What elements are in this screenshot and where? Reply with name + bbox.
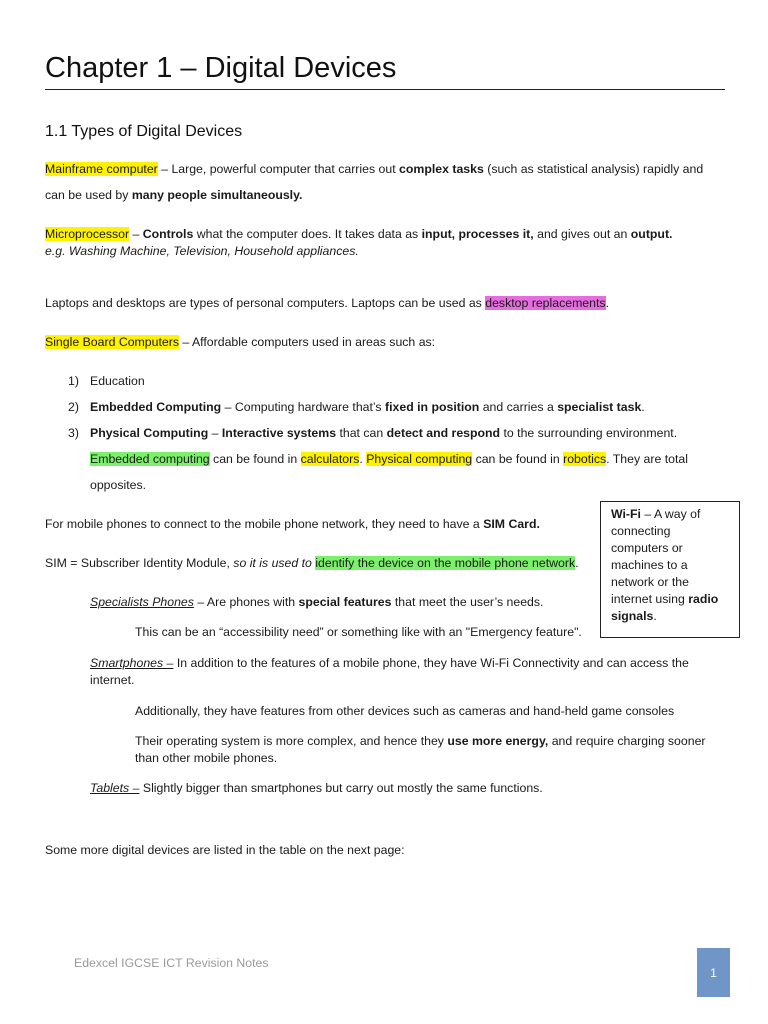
footer-text: Edexcel IGCSE ICT Revision Notes — [74, 956, 269, 970]
title-underline — [45, 89, 725, 90]
microprocessor-example: e.g. Washing Machine, Television, Household appliances. — [45, 244, 359, 258]
list-item-education: Education — [90, 374, 145, 388]
microprocessor-term: Microprocessor — [45, 227, 130, 241]
sbc-line: Single Board Computers – Affordable computers used in areas such as: — [45, 335, 436, 349]
wifi-definition-box: Wi-Fi – A way of connecting computers or machines to a network or the internet using radio signals. — [600, 501, 740, 638]
mobile-line: For mobile phones to connect to the mobile phone network, they need to have a SIM Card. — [45, 517, 540, 531]
smartphones-line-1: Smartphones – In addition to the features of a mobile phone, they have Wi-Fi Connectivity and can access the — [90, 656, 689, 670]
embedded-note-line-2: opposites. — [90, 478, 147, 492]
page-number: 1 — [697, 948, 730, 997]
desktop-replacements-highlight: desktop replacements — [485, 296, 606, 310]
microprocessor-line: Microprocessor – Controls what the computer does. It takes data as input, processes it, and gives out an output. — [45, 227, 673, 241]
list-item-embedded: Embedded Computing – Computing hardware that’s fixed in position and carries a specialist task. — [90, 400, 645, 414]
sbc-term: Single Board Computers — [45, 335, 179, 349]
mainframe-line-2: can be used by many people simultaneously. — [45, 188, 303, 202]
embedded-note-line-1: Embedded computing can be found in calculators. Physical computing can be found in robotics. They are total — [90, 452, 688, 466]
sim-line: SIM = Subscriber Identity Module, so it is used to identify the device on the mobile phone network. — [45, 556, 579, 570]
section-title: 1.1 Types of Digital Devices — [45, 123, 243, 140]
specialist-phones-sub: This can be an “accessibility need” or something like with an "Emergency feature". — [135, 625, 582, 639]
smartphones-sub-1: Additionally, they have features from other devices such as cameras and hand-held game consoles — [135, 704, 675, 718]
sim-highlight: identify the device on the mobile phone network — [315, 556, 576, 570]
specialist-phones-line: Specialists Phones – Are phones with special features that meet the user’s needs. — [90, 595, 544, 609]
tablets-line: Tablets – Slightly bigger than smartphones but carry out mostly the same functions. — [90, 781, 543, 795]
mainframe-line-1: Mainframe computer – Large, powerful computer that carries out complex tasks (such as statistical analysis) rapidly and — [45, 162, 704, 176]
list-number-3: 3) — [68, 426, 79, 440]
smartphones-sub-2-cont: than other mobile phones. — [135, 751, 278, 765]
smartphones-line-2: internet. — [90, 673, 135, 687]
list-number-2: 2) — [68, 400, 79, 414]
laptops-line: Laptops and desktops are types of personal computers. Laptops can be used as desktop replacements. — [45, 296, 609, 310]
chapter-title: Chapter 1 – Digital Devices — [45, 52, 397, 84]
mainframe-term: Mainframe computer — [45, 162, 158, 176]
list-number-1: 1) — [68, 374, 79, 388]
smartphones-sub-2: Their operating system is more complex, and hence they use more energy, and require charging sooner — [135, 734, 706, 748]
list-item-physical: Physical Computing – Interactive systems that can detect and respond to the surrounding environment. — [90, 426, 678, 440]
closing-line: Some more digital devices are listed in the table on the next page: — [45, 843, 405, 857]
